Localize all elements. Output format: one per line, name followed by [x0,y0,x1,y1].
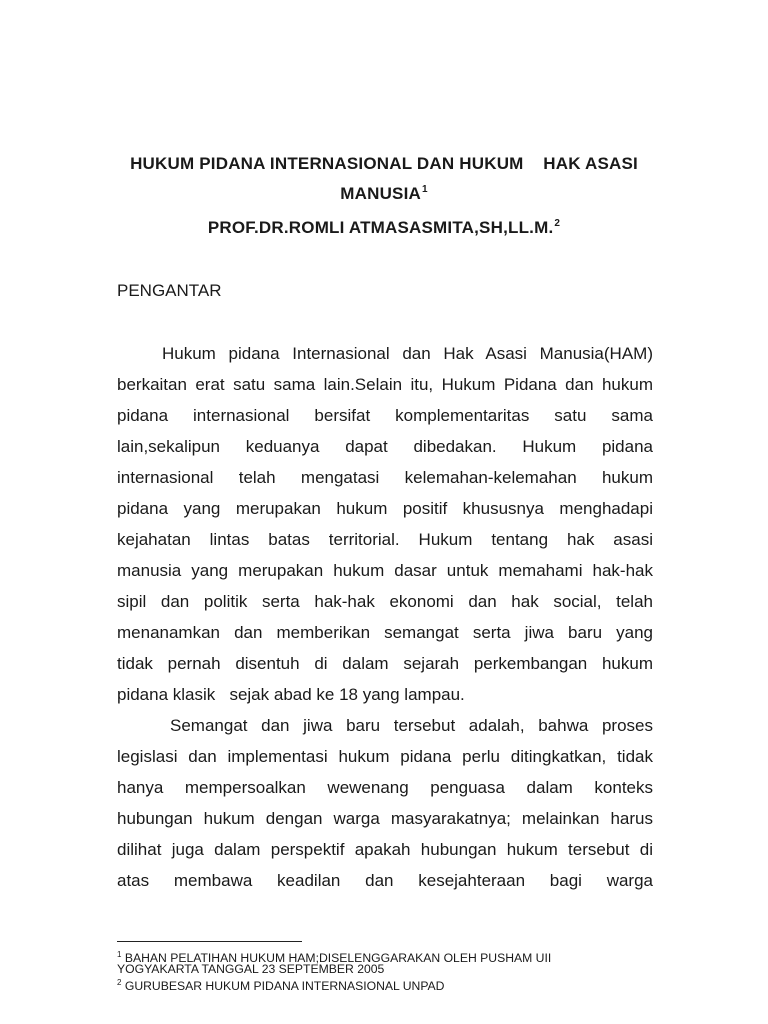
body-line: berkaitan erat satu sama lain.Selain itu, Hukum Pidana dan hukum [117,375,653,394]
footnote-2-text: GURUBESAR HUKUM PIDANA INTERNASIONAL UNPAD [121,979,445,993]
body-line: hanya mempersoalkan wewenang penguasa dalam konteks [117,778,653,797]
footnote-ref-1: 1 [421,184,428,195]
footnote-divider [117,941,302,942]
body-line: atas membawa keadilan dan kesejahteraan bagi warga [117,871,653,890]
body-line: menanamkan dan memberikan semangat serta jiwa baru yang [117,623,653,642]
body-line: pidana yang merupakan hukum positif khususnya menghadapi [117,499,653,518]
body-line: kejahatan lintas batas territorial. Hukum tentang hak asasi [117,530,653,549]
footnote-1-text: BAHAN PELATIHAN HUKUM HAM;DISELENGGARAKAN OLEH PUSHAM UII [121,951,552,965]
body-line: pidana internasional bersifat komplementaritas satu sama [117,406,653,425]
title-text-2: MANUSIA [340,184,421,203]
footnote-ref-2: 2 [554,218,561,229]
document-title-line-2 [100,184,668,204]
footnote-2 [117,976,444,993]
title-text-1: HUKUM PIDANA INTERNASIONAL DAN HUKUM HAK ASASI [130,154,638,173]
body-line: dilihat juga dalam perspektif apakah hubungan hukum tersebut di [117,840,653,859]
document-title-line-1 [100,154,668,174]
body-line: tidak pernah disentuh di dalam sejarah perkembangan hukum [117,654,653,673]
author-text: PROF.DR.ROMLI ATMASASMITA,SH,LL.M. [207,218,554,237]
body-line: manusia yang merupakan hukum dasar untuk memahami hak-hak [117,561,653,580]
body-line: legislasi dan implementasi hukum pidana perlu ditingkatkan, tidak [117,747,653,766]
footnote-1-continued: YOGYAKARTA TANGGAL 23 SEPTEMBER 2005 [117,962,385,976]
section-heading: PENGANTAR [117,281,222,300]
body-line: Semangat dan jiwa baru tersebut adalah, bahwa proses [170,716,653,735]
body-line: pidana klasik sejak abad ke 18 yang lampau. [117,685,465,704]
document-author [100,218,668,238]
footnote-1-marker: 1 [117,950,122,959]
footnote-2-marker: 2 [117,978,122,987]
body-line: internasional telah mengatasi kelemahan-kelemahan hukum [117,468,653,487]
body-line: Hukum pidana Internasional dan Hak Asasi Manusia(HAM) [162,344,653,363]
body-line: sipil dan politik serta hak-hak ekonomi dan hak social, telah [117,592,653,611]
body-line: lain,sekalipun keduanya dapat dibedakan. Hukum pidana [117,437,653,456]
body-line: hubungan hukum dengan warga masyarakatnya; melainkan harus [117,809,653,828]
